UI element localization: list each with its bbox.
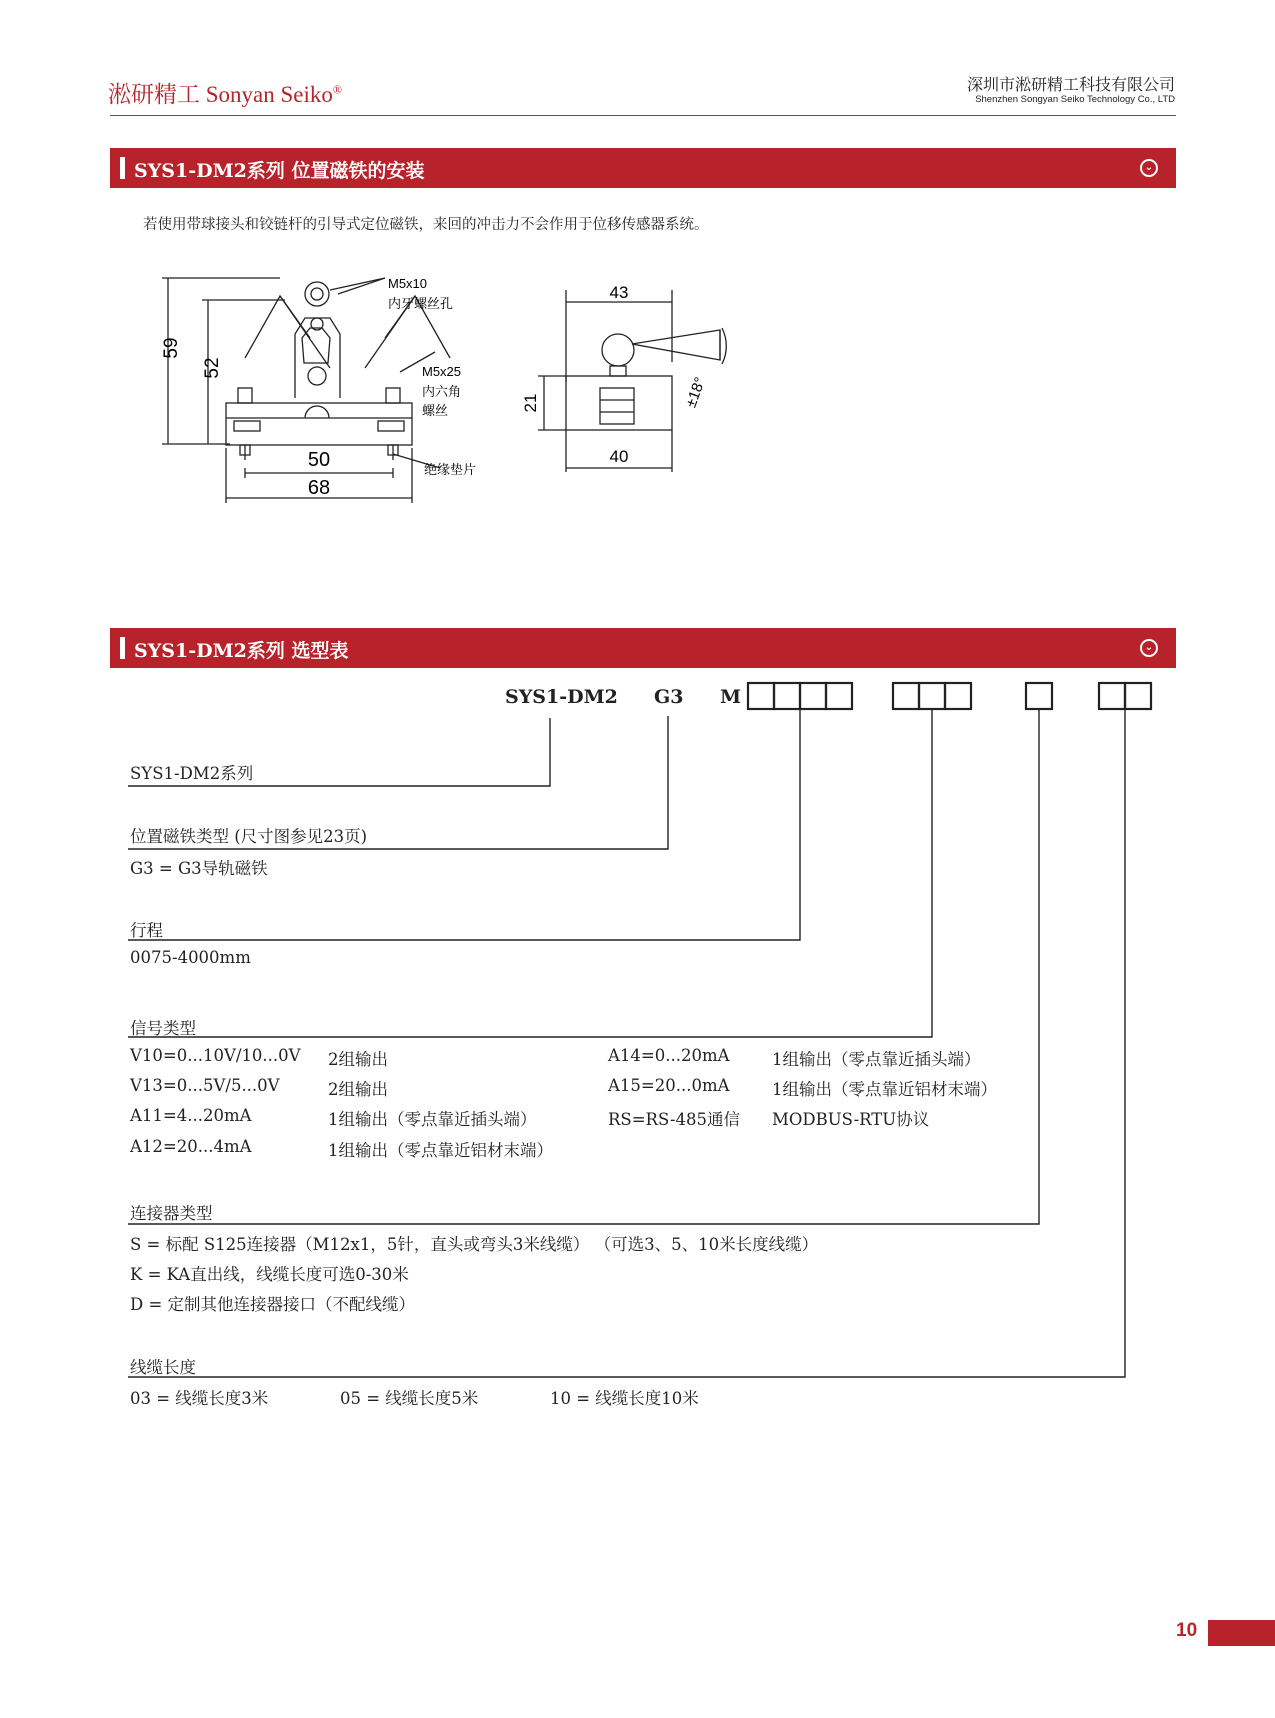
page-number: 10 — [1176, 1620, 1198, 1641]
dim-43-label: 43 — [609, 283, 629, 302]
signal-code: V10=0...10V/10...0V — [130, 1046, 301, 1065]
cable-length-option: 10 = 线缆长度10米 — [550, 1389, 699, 1408]
magnet-type-option: G3 = G3导轨磁铁 — [130, 859, 268, 878]
company-name-cn: 深圳市淞研精工科技有限公司 — [966, 75, 1175, 94]
signal-code: V13=0...5V/5...0V — [130, 1076, 280, 1095]
section-title-installation: SYS1-DM2系列 位置磁铁的安装 — [134, 160, 425, 182]
series-label: SYS1-DM2系列 — [130, 764, 254, 783]
chevron-circle-icon[interactable]: ⌄ — [1140, 159, 1158, 177]
code-g3: G3 — [654, 686, 684, 708]
magnet-type-label: 位置磁铁类型 (尺寸图参见23页) — [130, 827, 368, 846]
signal-desc: MODBUS-RTU协议 — [772, 1110, 930, 1129]
dim-21-label: 21 — [521, 393, 540, 413]
m5x10-desc: 内牙螺丝孔 — [388, 296, 454, 311]
signal-desc: 1组输出（零点靠近插头端） — [328, 1110, 537, 1129]
page-number-bar — [1208, 1620, 1275, 1646]
dim-59-label: 59 — [161, 337, 182, 359]
insulating-pad-label: 绝缘垫片 — [424, 462, 477, 477]
signal-type-label: 信号类型 — [130, 1019, 196, 1038]
brand-logo-text: 淞研精工 Sonyan Seiko® — [108, 82, 343, 107]
m5x25-desc2: 螺丝 — [422, 403, 449, 418]
angle-label: ±18° — [682, 375, 710, 410]
signal-code: A14=0...20mA — [608, 1046, 730, 1065]
dim-40-label: 40 — [609, 447, 629, 466]
signal-code: RS=RS-485通信 — [608, 1110, 740, 1129]
connector-option: S = 标配 S125连接器（M12x1，5针，直头或弯头3米线缆） （可选3、5、10米长度线缆） — [130, 1235, 819, 1254]
m5x10-label: M5x10 — [388, 276, 428, 291]
signal-code: A12=20...4mA — [130, 1137, 252, 1156]
signal-code: A15=20...0mA — [608, 1076, 730, 1095]
company-name-en: Shenzhen Songyan Seiko Technology Co., LTD — [975, 94, 1175, 105]
intro-text: 若使用带球接头和铰链杆的引导式定位磁铁，来回的冲击力不会作用于位移传感器系统。 — [143, 217, 709, 233]
cable-length-option: 03 = 线缆长度3米 — [130, 1389, 269, 1408]
dim-68-label: 68 — [307, 477, 331, 499]
dim-50-label: 50 — [307, 449, 331, 471]
signal-desc: 1组输出（零点靠近铝材末端） — [772, 1080, 997, 1099]
connector-type-label: 连接器类型 — [130, 1204, 213, 1223]
signal-code: A11=4...20mA — [130, 1106, 252, 1125]
code-m: M — [720, 686, 742, 708]
signal-desc: 1组输出（零点靠近插头端） — [772, 1050, 981, 1069]
connector-option: K = KA直出线，线缆长度可选0-30米 — [130, 1265, 409, 1284]
code-series: SYS1-DM2 — [505, 686, 618, 708]
stroke-label: 行程 — [130, 921, 163, 940]
signal-desc: 2组输出 — [328, 1050, 388, 1069]
connector-option: D = 定制其他连接器接口（不配线缆） — [130, 1295, 416, 1314]
cable-length-option: 05 = 线缆长度5米 — [340, 1389, 479, 1408]
signal-desc: 1组输出（零点靠近铝材末端） — [328, 1141, 553, 1160]
m5x25-label: M5x25 — [422, 364, 462, 379]
stroke-option: 0075-4000mm — [130, 948, 251, 967]
section-title-selection: SYS1-DM2系列 选型表 — [134, 640, 349, 662]
cable-length-label: 线缆长度 — [130, 1358, 196, 1377]
chevron-circle-icon[interactable]: ⌄ — [1140, 639, 1158, 657]
dim-52-label: 52 — [202, 357, 223, 379]
signal-desc: 2组输出 — [328, 1080, 388, 1099]
m5x25-desc1: 内六角 — [422, 384, 462, 399]
